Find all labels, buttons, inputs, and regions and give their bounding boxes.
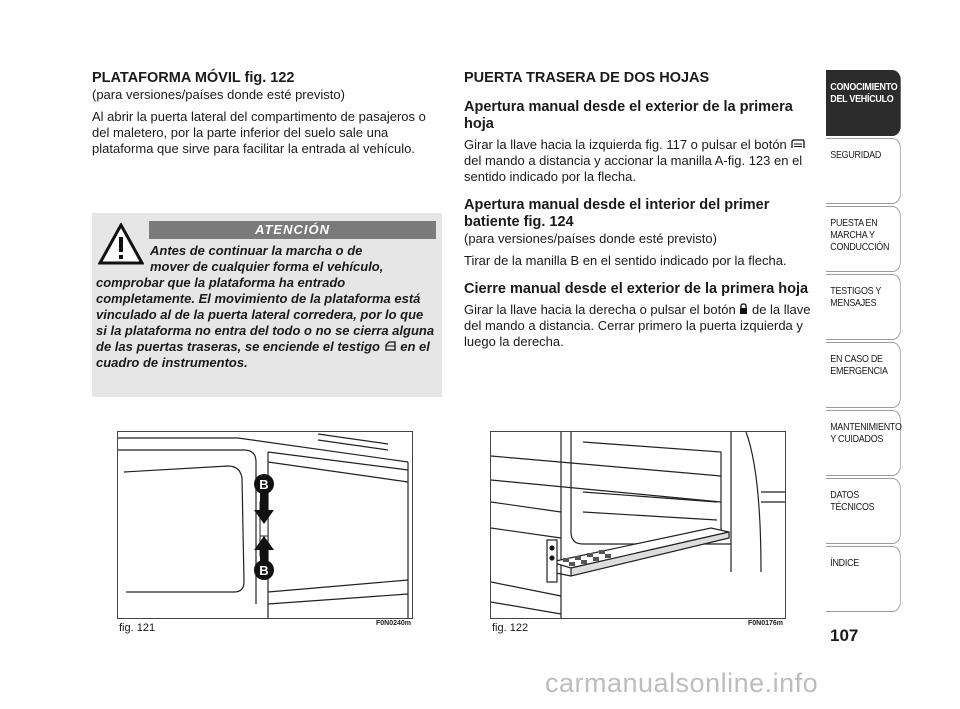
figure-122-code: F0N0176m	[748, 620, 784, 627]
section-subtitle: (para versiones/países donde esté previsto)	[92, 87, 345, 102]
figure-122-image	[490, 431, 786, 619]
subsection-body-1: Girar la llave hacia la izquierda fig. 117 o pulsar el botón del mando a distancia y accionar la manilla A-fig. 123 en el sentido indicado por la flecha.	[464, 137, 814, 185]
door-interior-illustration	[118, 432, 412, 618]
platform-step-illustration	[491, 432, 785, 618]
tab-conocimiento[interactable]: CONOCIMIENTO DEL VEHÍCULO	[826, 70, 901, 136]
figure-121-code: F0N0240m	[376, 620, 412, 627]
right-column	[464, 70, 814, 362]
subsection-subtitle-2: (para versiones/países donde esté previsto)	[464, 231, 717, 246]
tab-testigos[interactable]: TESTIGOS Y MENSAJES	[826, 274, 901, 340]
section-body: Al abrir la puerta lateral del compartimento de pasajeros o del maletero, por la parte inferior del suelo sale una plataforma que sirve para facilitar la entrada al vehículo.	[92, 109, 426, 156]
tab-puesta-en-marcha[interactable]: PUESTA EN MARCHA Y CONDUCCIÓN	[826, 206, 901, 272]
tab-mantenimiento[interactable]: MANTENIMIENTO Y CUIDADOS	[826, 410, 901, 476]
door-open-warning-icon	[384, 341, 397, 352]
tab-emergencia[interactable]: EN CASO DE EMERGENCIA	[826, 342, 901, 408]
section-title-puerta: PUERTA TRASERA DE DOS HOJAS	[464, 70, 710, 86]
watermark: carmanualsonline.info	[545, 668, 819, 698]
section-title-plataforma: PLATAFORMA MÓVIL fig. 122	[92, 70, 295, 86]
warning-heading: ATENCIÓN	[149, 221, 436, 239]
subsection-title-2: Apertura manual desde el interior del primer batiente fig. 124	[464, 197, 770, 230]
warning-box	[92, 213, 442, 397]
handle-label-top: B	[259, 477, 269, 492]
page-number: 107	[830, 626, 859, 645]
left-column	[92, 70, 444, 167]
lock-icon	[739, 303, 748, 315]
figure-121-image	[117, 431, 413, 619]
tab-seguridad[interactable]: SEGURIDAD	[826, 138, 901, 204]
subsection-body-3: Girar la llave hacia la derecha o pulsar el botón de la llave del mando a distancia. Cerrar primero la puerta izquierda y luego la derecha.	[464, 302, 811, 349]
tab-indice[interactable]: ÍNDICE	[826, 546, 901, 612]
unlock-rear-button-icon	[790, 138, 806, 150]
figure-122-caption: fig. 122	[492, 622, 529, 634]
tab-datos-tecnicos[interactable]: DATOS TÉCNICOS	[826, 478, 901, 544]
handle-label-bottom: B	[259, 563, 269, 578]
subsection-title-1: Apertura manual desde el exterior de la primera hoja	[464, 99, 793, 132]
subsection-title-3: Cierre manual desde el exterior de la primera hoja	[464, 281, 809, 297]
subsection-body-2: Tirar de la manilla B en el sentido indicado por la flecha.	[464, 253, 787, 268]
warning-text: Antes de continuar la marcha o de mover de cualquier forma el vehículo, comprobar que la plataforma ha entrado completamente. El movimiento de la plataforma está vinculado al de la puerta lateral corredera, por lo que si la plataforma no entra del todo o no se cierra alguna de las puertas traseras, se enciende el testigo en el cuadro de instrumentos.	[96, 243, 435, 370]
figure-121-caption: fig. 121	[119, 622, 156, 634]
